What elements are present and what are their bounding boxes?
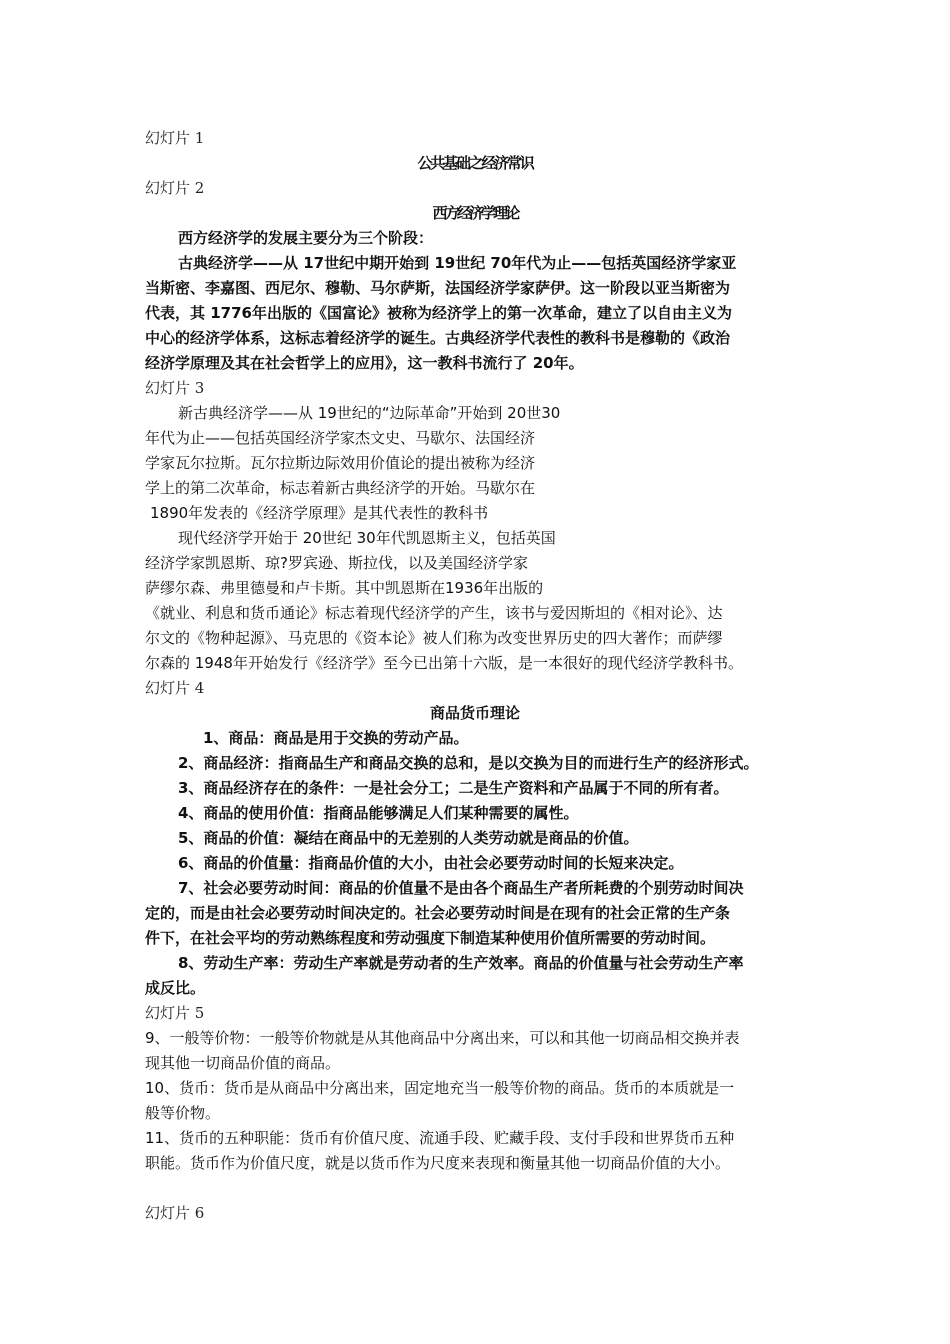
paragraph-line: 年代为止——包括英国经济学家杰文史、马歇尔、法国经济	[145, 429, 536, 447]
list-item-continuation: 件下，在社会平均的劳动熟练程度和劳动强度下制造某种使用价值所需要的劳动时间。	[145, 929, 716, 947]
list-item: 4、商品的使用价值：指商品能够满足人们某种需要的属性。	[178, 804, 579, 822]
list-item-continuation: 成反比。	[145, 979, 206, 997]
slide-label-4: 幻灯片 4	[145, 679, 205, 697]
paragraph-line: 学家瓦尔拉斯。瓦尔拉斯边际效用价值论的提出被称为经济	[145, 454, 536, 472]
paragraph-line: 尔森的 1948年开始发行《经济学》至今已出第十六版，是一本很好的现代经济学教科书。	[145, 654, 743, 672]
list-item: 1、商品：商品是用于交换的劳动产品。	[203, 729, 469, 747]
paragraph-line: 尔文的《物种起源》、马克思的《资本论》被人们称为改变世界历史的四大著作；而萨缪	[145, 629, 723, 647]
paragraph-line: 经济学家凯恩斯、琼?罗宾逊、斯拉伐，以及美国经济学家	[145, 554, 528, 572]
slide-label-6: 幻灯片 6	[145, 1204, 205, 1222]
list-item: 11、货币的五种职能：货币有价值尺度、流通手段、贮藏手段、支付手段和世界货币五种	[145, 1129, 735, 1147]
paragraph-line: 当斯密、李嘉图、西尼尔、穆勒、马尔萨斯，法国经济学家萨伊。这一阶段以亚当斯密为	[145, 279, 731, 297]
paragraph-line: 学上的第二次革命，标志着新古典经济学的开始。马歇尔在	[145, 479, 536, 497]
paragraph-line: 现代经济学开始于 20世纪 30年代凯恩斯主义，包括英国	[178, 529, 556, 547]
slide-label-5: 幻灯片 5	[145, 1004, 205, 1022]
list-item: 10、货币：货币是从商品中分离出来，固定地充当一般等价物的商品。货币的本质就是一	[145, 1079, 735, 1097]
paragraph-line: 萨缪尔森、弗里德曼和卢卡斯。其中凯恩斯在1936年出版的	[145, 579, 544, 597]
document-title: 公共基础之经济常识	[417, 154, 533, 172]
paragraph-line: 1890年发表的《经济学原理》是其代表性的教科书	[150, 504, 489, 522]
list-item: 8、劳动生产率：劳动生产率就是劳动者的生产效率。商品的价值量与社会劳动生产率	[178, 954, 744, 972]
paragraph-line: 中心的经济学体系，这标志着经济学的诞生。古典经济学代表性的教科书是穆勒的《政治	[145, 329, 731, 347]
paragraph-line: 新古典经济学——从 19世纪的“边际革命”开始到 20世30	[178, 404, 561, 422]
list-item-continuation: 定的，而是由社会必要劳动时间决定的。社会必要劳动时间是在现有的社会正常的生产条	[145, 904, 731, 922]
paragraph-line: 经济学原理及其在社会哲学上的应用》，这一教科书流行了 20年。	[145, 354, 584, 372]
section-heading-western-economics: 西方经济学理论	[432, 204, 518, 222]
list-item: 9、一般等价物：一般等价物就是从其他商品中分离出来，可以和其他一切商品相交换并表	[145, 1029, 740, 1047]
section-heading-commodity-money: 商品货币理论	[429, 704, 520, 722]
list-item: 3、商品经济存在的条件：一是社会分工；二是生产资料和产品属于不同的所有者。	[178, 779, 729, 797]
slide-label-1: 幻灯片 1	[145, 129, 205, 147]
slide-label-2: 幻灯片 2	[145, 179, 205, 197]
paragraph-line: 代表，其 1776年出版的《国富论》被称为经济学上的第一次革命，建立了以自由主义为	[145, 304, 732, 322]
list-item-continuation: 职能。货币作为价值尺度，就是以货币作为尺度来表现和衡量其他一切商品价值的大小。	[145, 1154, 731, 1172]
paragraph-line: 《就业、利息和货币通论》标志着现代经济学的产生，该书与爱因斯坦的《相对论》、达	[145, 604, 723, 622]
list-item: 7、社会必要劳动时间：商品的价值量不是由各个商品生产者所耗费的个别劳动时间决	[178, 879, 744, 897]
list-item: 2、商品经济：指商品生产和商品交换的总和，是以交换为目的而进行生产的经济形式。	[178, 754, 759, 772]
list-item-continuation: 般等价物。	[145, 1104, 221, 1122]
list-item-continuation: 现其他一切商品价值的商品。	[145, 1054, 341, 1072]
list-item: 6、商品的价值量：指商品价值的大小，由社会必要劳动时间的长短来决定。	[178, 854, 684, 872]
paragraph-line: 古典经济学——从 17世纪中期开始到 19世纪 70年代为止——包括英国经济学家亚	[178, 254, 737, 272]
list-item: 5、商品的价值：凝结在商品中的无差别的人类劳动就是商品的价值。	[178, 829, 639, 847]
paragraph-line: 西方经济学的发展主要分为三个阶段：	[178, 229, 434, 247]
slide-label-3: 幻灯片 3	[145, 379, 205, 397]
